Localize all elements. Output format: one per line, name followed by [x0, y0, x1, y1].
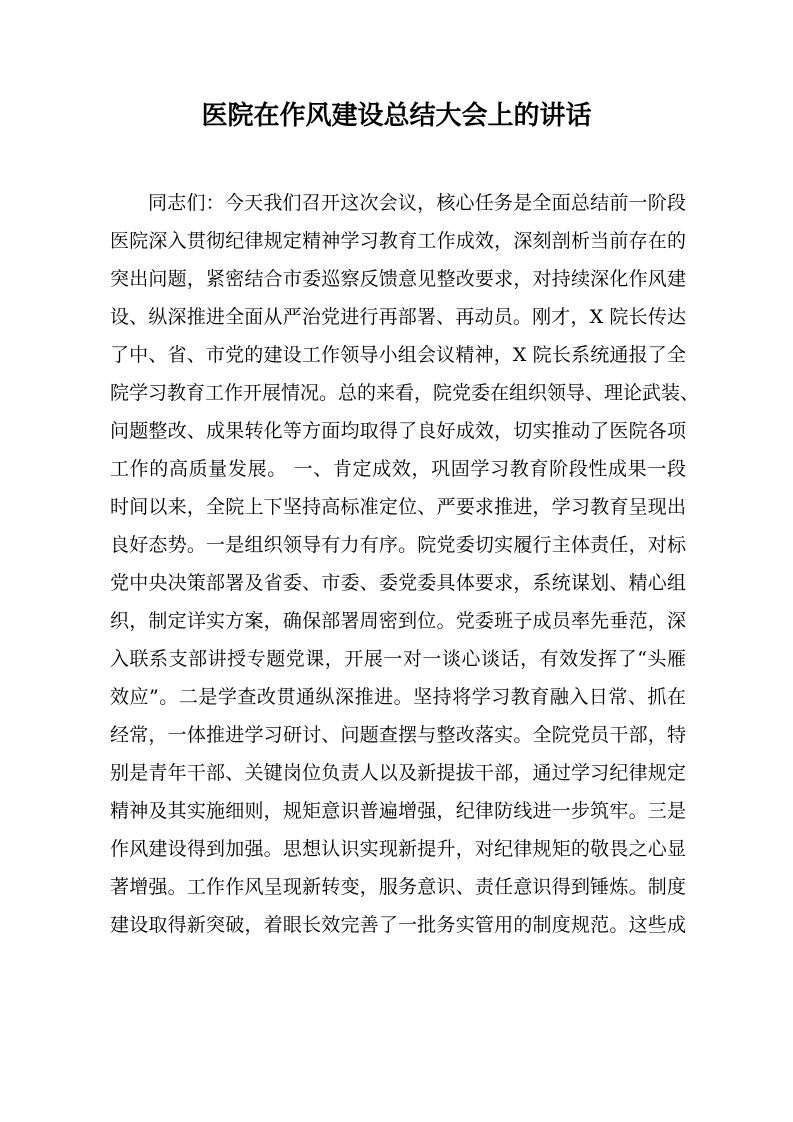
body-line: 精神及其实施细则，规矩意识普遍增强，纪律防线进一步筑牢。三是: [110, 800, 686, 822]
body-line: 著增强。工作作风呈现新转变，服务意识、责任意识得到锤炼。制度: [110, 876, 686, 898]
body-line: 工作的高质量发展。 一、肯定成效，巩固学习教育阶段性成果一段: [110, 458, 686, 480]
body-line: 别是青年干部、关键岗位负责人以及新提拔干部，通过学习纪律规定: [110, 762, 686, 784]
body-line: 织，制定详实方案，确保部署周密到位。党委班子成员率先垂范，深: [110, 610, 686, 632]
body-line: 了中、省、市党的建设工作领导小组会议精神，X 院长系统通报了全: [110, 344, 686, 366]
body-line: 同志们：今天我们召开这次会议，核心任务是全面总结前一阶段: [148, 192, 686, 214]
body-line: 突出问题，紧密结合市委巡察反馈意见整改要求，对持续深化作风建: [110, 268, 686, 290]
body-line: 作风建设得到加强。思想认识实现新提升，对纪律规矩的敬畏之心显: [110, 838, 686, 860]
body-line: 问题整改、成果转化等方面均取得了良好成效，切实推动了医院各项: [110, 420, 686, 442]
body-line: 时间以来，全院上下坚持高标准定位、严要求推进，学习教育呈现出: [110, 496, 686, 518]
body-line: 建设取得新突破，着眼长效完善了一批务实管用的制度规范。这些成: [110, 914, 686, 936]
body-line: 设、纵深推进全面从严治党进行再部署、再动员。刚才，X 院长传达: [110, 306, 686, 328]
document-title: 医院在作风建设总结大会上的讲话: [201, 101, 592, 131]
body-line: 良好态势。一是组织领导有力有序。院党委切实履行主体责任，对标: [110, 534, 686, 556]
body-line: 入联系支部讲授专题党课，开展一对一谈心谈话，有效发挥了“头雁: [110, 648, 686, 670]
body-line: 经常，一体推进学习研讨、问题查摆与整改落实。全院党员干部，特: [110, 724, 686, 746]
body-line: 医院深入贯彻纪律规定精神学习教育工作成效，深刻剖析当前存在的: [110, 230, 686, 252]
body-line: 党中央决策部署及省委、市委、委党委具体要求，系统谋划、精心组: [110, 572, 686, 594]
body-line: 效应”。二是学查改贯通纵深推进。坚持将学习教育融入日常、抓在: [110, 686, 686, 708]
document-body: [110, 184, 700, 944]
body-line: 院学习教育工作开展情况。总的来看，院党委在组织领导、理论武装、: [110, 382, 700, 404]
